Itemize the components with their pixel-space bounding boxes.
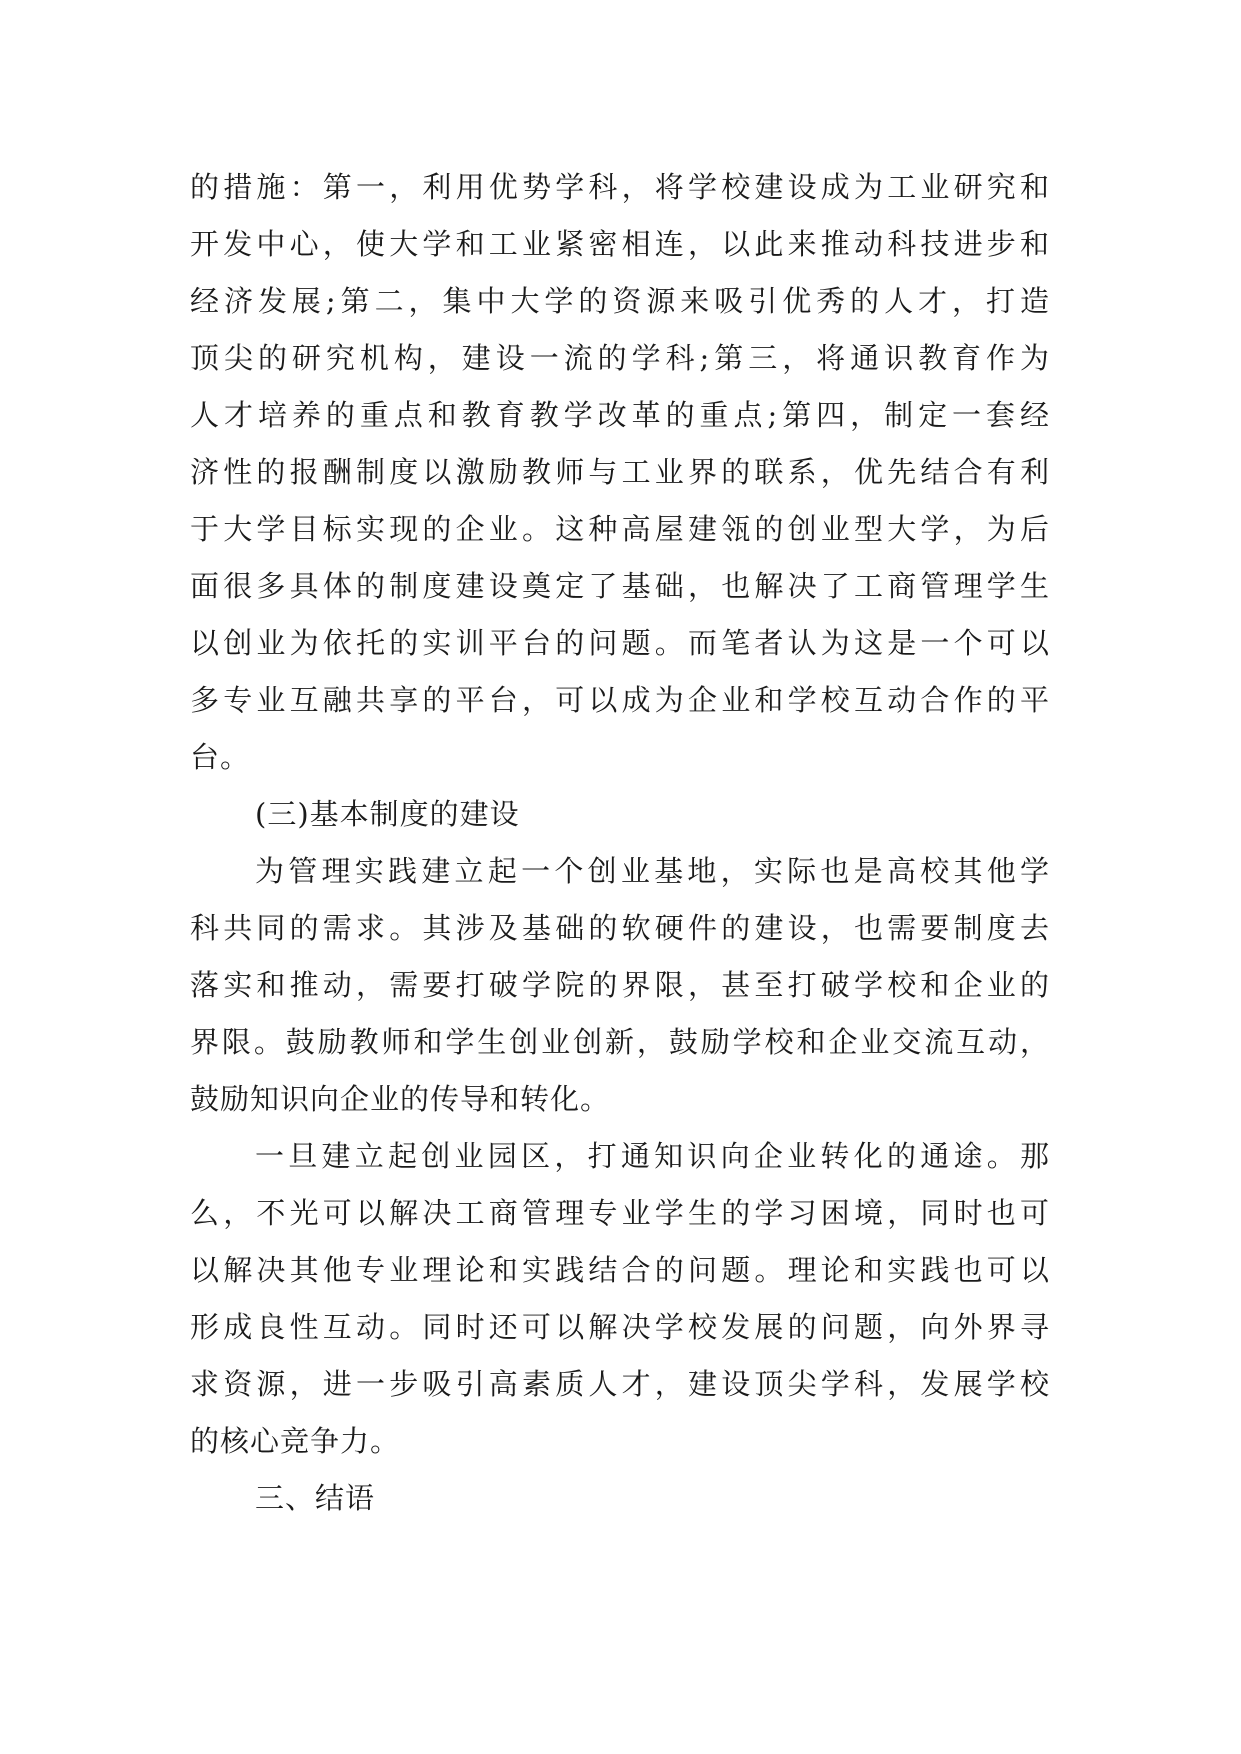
paragraph-line: 经济发展;第二，集中大学的资源来吸引优秀的人才，打造 xyxy=(190,284,1050,318)
paragraph-line: 一旦建立起创业园区，打通知识向企业转化的通途。那 xyxy=(255,1139,1050,1173)
paragraph-line: 为管理实践建立起一个创业基地，实际也是高校其他学 xyxy=(255,854,1050,888)
paragraph-line: 以创业为依托的实训平台的问题。而笔者认为这是一个可以 xyxy=(190,626,1050,660)
paragraph-line: 以解决其他专业理论和实践结合的问题。理论和实践也可以 xyxy=(190,1253,1050,1287)
paragraph-line: 台。 xyxy=(190,740,251,774)
paragraph-line: 面很多具体的制度建设奠定了基础，也解决了工商管理学生 xyxy=(190,569,1050,603)
paragraph-line: 的措施：第一，利用优势学科，将学校建设成为工业研究和 xyxy=(190,170,1050,204)
paragraph-line: 界限。鼓励教师和学生创业创新，鼓励学校和企业交流互动， xyxy=(190,1025,1050,1059)
paragraph-line: 求资源，进一步吸引高素质人才，建设顶尖学科，发展学校 xyxy=(190,1367,1050,1401)
paragraph-line: 科共同的需求。其涉及基础的软硬件的建设，也需要制度去 xyxy=(190,911,1050,945)
paragraph-line: 人才培养的重点和教育教学改革的重点;第四，制定一套经 xyxy=(190,398,1050,432)
paragraph-line: 济性的报酬制度以激励教师与工业界的联系，优先结合有利 xyxy=(190,455,1050,489)
paragraph-line: 的核心竞争力。 xyxy=(190,1424,401,1458)
paragraph-line: 顶尖的研究机构，建设一流的学科;第三，将通识教育作为 xyxy=(190,341,1050,375)
paragraph-line: 开发中心，使大学和工业紧密相连，以此来推动科技进步和 xyxy=(190,227,1050,261)
paragraph-line: 鼓励知识向企业的传导和转化。 xyxy=(190,1082,611,1116)
paragraph-line: 于大学目标实现的企业。这种高屋建瓴的创业型大学，为后 xyxy=(190,512,1050,546)
paragraph-line: 形成良性互动。同时还可以解决学校发展的问题，向外界寻 xyxy=(190,1310,1050,1344)
section-heading: (三)基本制度的建设 xyxy=(255,797,520,831)
paragraph-line: 多专业互融共享的平台，可以成为企业和学校互动合作的平 xyxy=(190,683,1050,717)
section-heading: 三、结语 xyxy=(255,1481,376,1515)
paragraph-line: 落实和推动，需要打破学院的界限，甚至打破学校和企业的 xyxy=(190,968,1050,1002)
paragraph-line: 么，不光可以解决工商管理专业学生的学习困境，同时也可 xyxy=(190,1196,1050,1230)
